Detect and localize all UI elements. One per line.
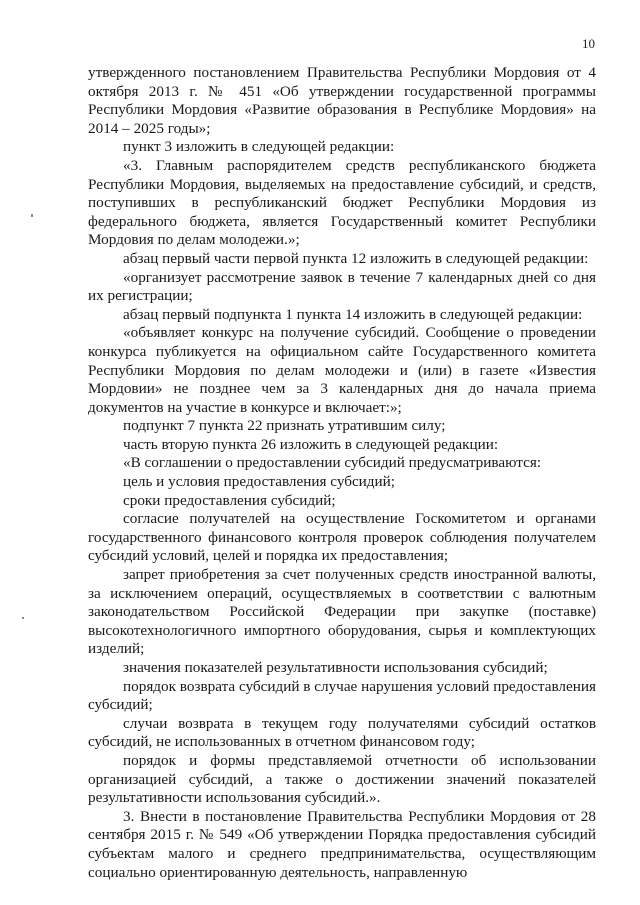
paragraph: «В соглашении о предоставлении субсидий предусматриваются: (123, 454, 542, 472)
paragraph: запрет приобретения за счет полученных средств иностранной валюты, за исключением операций, осуществляемых в соответствии с валютным законодательством Российской Федерации при закупке (поставке) высокотехнологичного импортного оборудования, сырья и комплектующих изделий; (88, 566, 596, 658)
margin-mark (31, 214, 33, 217)
paragraph: часть вторую пункта 26 изложить в следующей редакции: (123, 435, 499, 453)
paragraph: «3. Главным распорядителем средств республиканского бюджета Республики Мордовия, выделяемых на предоставление субсидий, и средств, поступивших в республиканский бюджет Республики Мордовия из федерального бюджета, является Государственный комитет Республики Мордовия по делам молодежи.»; (88, 156, 596, 249)
paragraph: абзац первый подпункта 1 пункта 14 изложить в следующей редакции: (123, 305, 583, 323)
paragraph: сроки предоставления субсидий; (123, 491, 336, 509)
document-body (88, 64, 596, 882)
paragraph: утвержденного постановлением Правительства Республики Мордовия от 4 октября 2013 г. № 451 «Об утверждении государственной программы Республики Мордовия «Развитие образования в Республике Мордовия» на 2014 – 2025 годы»; (88, 64, 596, 137)
paragraph: абзац первый части первой пункта 12 изложить в следующей редакции: (123, 249, 589, 267)
margin-mark (22, 617, 24, 619)
paragraph: пункт 3 изложить в следующей редакции: (123, 138, 395, 156)
page-number: 10 (582, 36, 595, 51)
paragraph: случаи возврата в текущем году получателями субсидий остатков субсидий, не использованных в отчетном финансовом году; (88, 714, 596, 751)
paragraph: порядок и формы представляемой отчетности об использовании организацией субсидий, а также о достижении значений показателей результативности использования субсидий.». (88, 751, 596, 807)
paragraph: цель и условия предоставления субсидий; (123, 473, 396, 491)
paragraph: порядок возврата субсидий в случае нарушения условий предоставления субсидий; (88, 677, 596, 714)
paragraph: «организует рассмотрение заявок в течение 7 календарных дней со дня их регистрации; (88, 268, 596, 305)
paragraph: «объявляет конкурс на получение субсидий. Сообщение о проведении конкурса публикуется на официальном сайте Государственного комитета Республики Мордовия по делам молодежи и (или) в газете «Известия Мордовии» не позднее чем за 3 календарных дня до начала приема документов на участие в конкурсе и включает:»; (88, 324, 596, 416)
paragraph: подпункт 7 пункта 22 признать утратившим силу; (123, 417, 446, 435)
paragraph: согласие получателей на осуществление Госкомитетом и органами государственного финансового контроля проверок соблюдения получателем субсидий условий, целей и порядка их предоставления; (88, 510, 596, 565)
paragraph: 3. Внести в постановление Правительства Республики Мордовия от 28 сентября 2015 г. № 549 «Об утверждении Порядка предоставления субсидий субъектам малого и среднего предпринимательства, осуществляющим социально ориентированную деятельность, направленную (88, 807, 596, 881)
paragraph: значения показателей результативности использования субсидий; (123, 659, 548, 676)
